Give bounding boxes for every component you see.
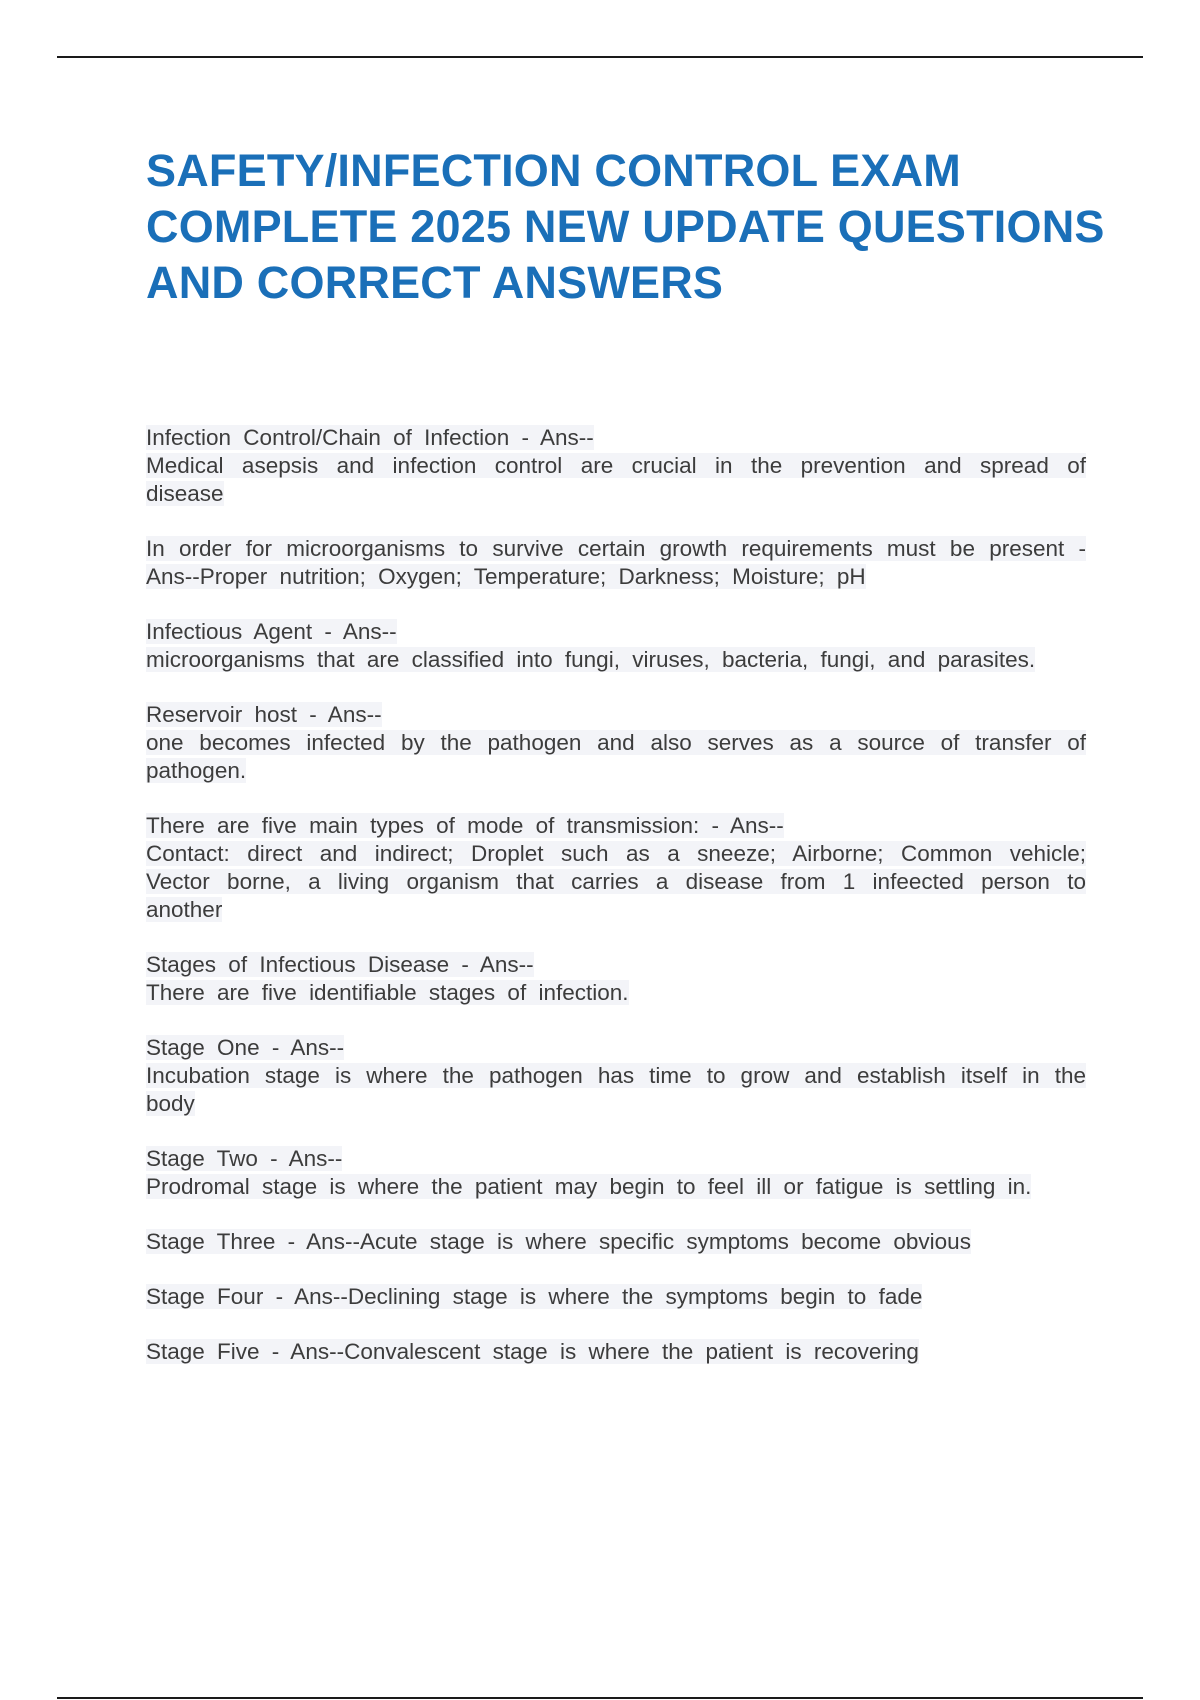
qa-item — [146, 1338, 1086, 1366]
header-rule — [57, 56, 1143, 58]
document-title: SAFETY/INFECTION CONTROL EXAM COMPLETE 2025 NEW UPDATE QUESTIONS AND CORRECT ANSWERS — [146, 145, 1105, 308]
answer-text: Proper nutrition; Oxygen; Temperature; Darkness; Moisture; pH — [199, 564, 866, 589]
answer-text: Contact: direct and indirect; Droplet such as a sneeze; Airborne; Common vehicle; Vector borne, a living organism that carries a disease from 1 infeected person to another — [146, 841, 1086, 922]
answer-text: Prodromal stage is where the patient may begin to feel ill or fatigue is settling in. — [146, 1174, 1032, 1199]
answer-text: Acute stage is where specific symptoms become obvious — [359, 1229, 971, 1254]
qa-item — [146, 424, 1086, 508]
question-text: Reservoir host - Ans-- — [146, 702, 382, 727]
footer-rule — [57, 1697, 1143, 1699]
answer-text: Declining stage is where the symptoms begin to fade — [347, 1284, 923, 1309]
question-text: Infection Control/Chain of Infection - Ans-- — [146, 425, 594, 450]
qa-item — [146, 701, 1086, 785]
answer-text: microorganisms that are classified into fungi, viruses, bacteria, fungi, and parasites. — [146, 647, 1036, 672]
qa-list — [146, 424, 1086, 1366]
answer-text: one becomes infected by the pathogen and also serves as a source of transfer of pathogen. — [146, 730, 1086, 783]
qa-item — [146, 1034, 1086, 1118]
qa-item — [146, 535, 1086, 591]
question-text: Stage Two - Ans-- — [146, 1146, 343, 1171]
answer-text: Convalescent stage is where the patient is recovering — [344, 1339, 919, 1364]
question-text: Stage Three - Ans-- — [146, 1229, 360, 1254]
answer-text: Incubation stage is where the pathogen has time to grow and establish itself in the body — [146, 1063, 1086, 1116]
question-text: Infectious Agent - Ans-- — [146, 619, 397, 644]
qa-item — [146, 1283, 1086, 1311]
qa-item — [146, 1228, 1086, 1256]
question-text: There are five main types of mode of transmission: - Ans-- — [146, 813, 784, 838]
question-text: Stage One - Ans-- — [146, 1035, 345, 1060]
question-text: Stage Four - Ans-- — [146, 1284, 348, 1309]
qa-item — [146, 1145, 1086, 1201]
answer-text: There are five identifiable stages of infection. — [146, 980, 629, 1005]
answer-text: Medical asepsis and infection control are crucial in the prevention and spread of disease — [146, 453, 1086, 506]
qa-item — [146, 618, 1086, 674]
qa-item — [146, 951, 1086, 1007]
qa-item — [146, 812, 1086, 924]
question-text: In order for microorganisms to survive certain growth requirements must be present - Ans-- — [146, 536, 1086, 589]
question-text: Stage Five - Ans-- — [146, 1339, 345, 1364]
question-text: Stages of Infectious Disease - Ans-- — [146, 952, 534, 977]
